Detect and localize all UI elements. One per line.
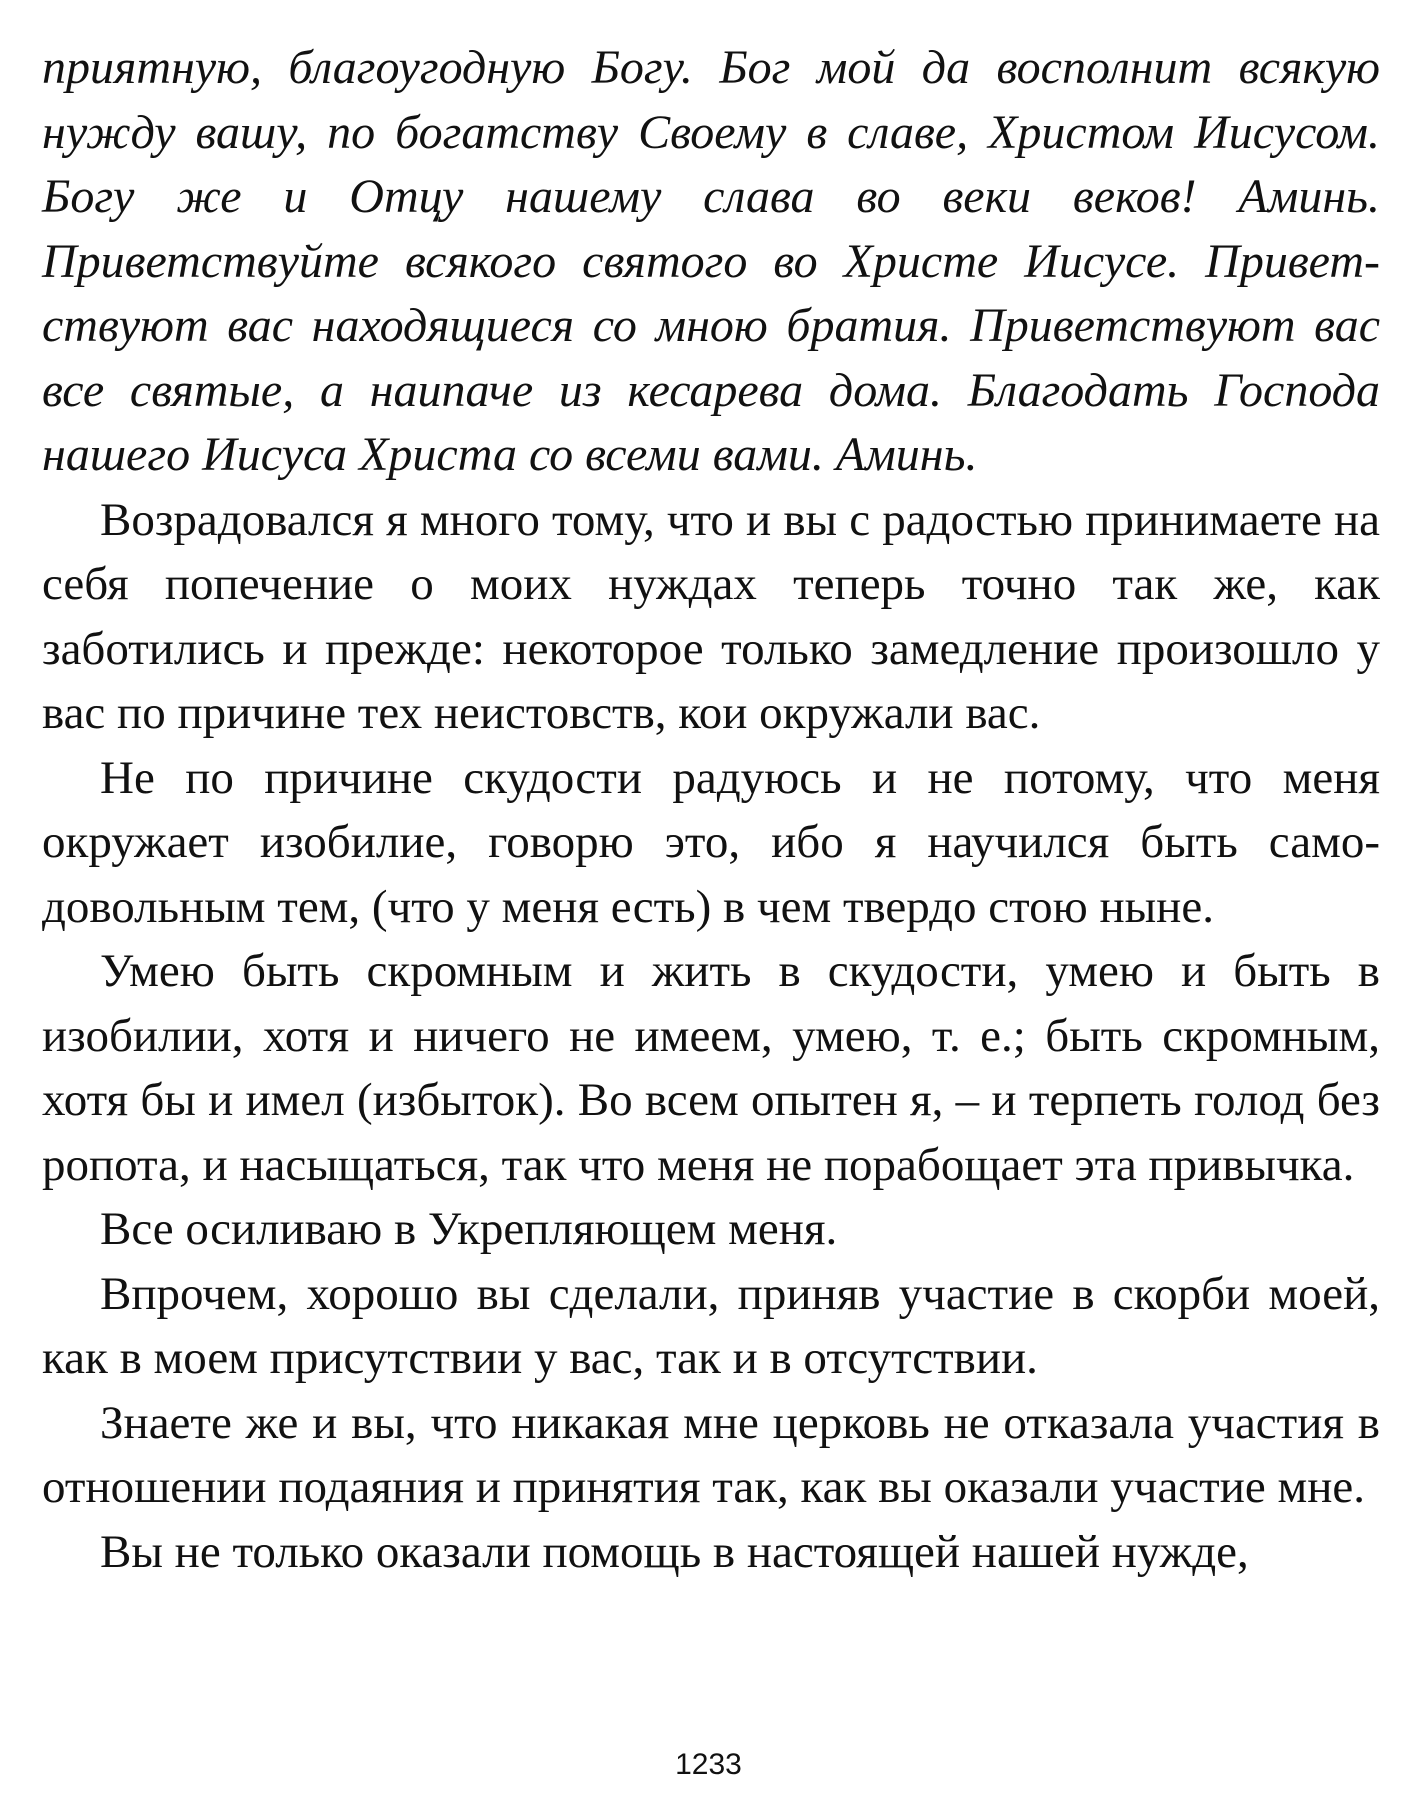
paragraph-1: Возрадовался я много тому, что и вы с радостью принимаете на себя попечение о моих нуждах теперь точно так же, как заботились и прежде: некоторое только замедление произошло у вас по причине тех неистовств, кои окружали вас. [42,493,1380,739]
paragraph-6: Знаете же и вы, что никакая мне церковь не отказала участия в отношении подаяния и принятия так, как вы оказали участие мне. [42,1396,1380,1513]
paragraph-3: Умею быть скромным и жить в скудости, умею и быть в изобилии, хотя и ничего не имеем, умею, т. е.; быть скромным, хотя бы и имел (избыток). Во всем опытен я, – и терпеть голод без ропота, и насыщаться, так что меня не порабощает эта привычка. [42,945,1380,1191]
paragraph-7: Вы не только оказали помощь в настоящей нашей нужде, [100,1525,1249,1578]
italic-scripture-block [42,36,1380,488]
italic-paragraph: приятную, благоугодную Богу. Бог мой да восполнит всякую нужду вашу, по богатству Своему в славе, Христом Иисусом. Богу же и Отцу нашему слава во веки веков! Аминь. Приветствуйте всякого святого во Христе Иисусе. Приветствуют вас находящиеся со мною братия. Приветствуют вас все святые, а наипаче из кесарева дома. Благодать Господа нашего Иисуса Христа со всеми вами. Аминь. [42,41,1380,481]
paragraph-4: Все осиливаю в Укрепляющем меня. [100,1203,838,1255]
paragraph-5: Впрочем, хорошо вы сделали, приняв участие в скорби моей, как в моем присутствии у вас, так и в отсутствии. [42,1267,1380,1384]
document-page [42,36,1380,1736]
page-number: 1233 [675,1748,742,1781]
paragraph-2: Не по причине скудости радуюсь и не потому, что меня окружает изобилие, говорю это, ибо я научился быть самодовольным тем, (что у меня есть) в чем твердо стою ныне. [42,751,1380,933]
